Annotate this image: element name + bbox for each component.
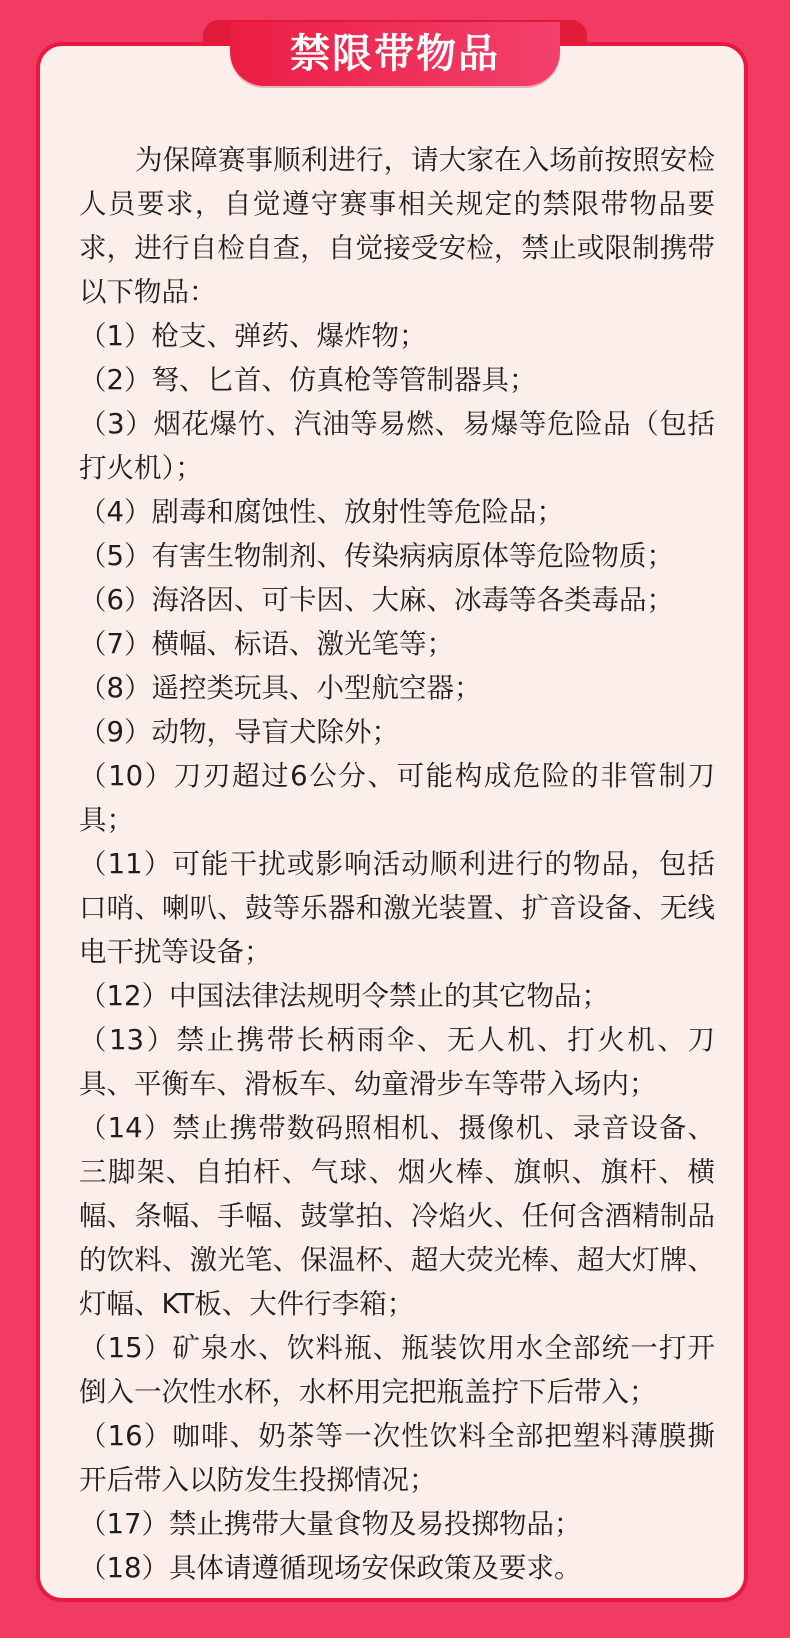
intro-paragraph: 为保障赛事顺利进行，请大家在入场前按照安检人员要求，自觉遵守赛事相关规定的禁限带物品要求，进行自检自查，自觉接受安检，禁止或限制携带以下物品：: [79, 144, 715, 308]
list-item: （5）有害生物制剂、传染病病原体等危险物质；: [79, 540, 674, 572]
list-item: （13）禁止携带长柄雨伞、无人机、打火机、刀具、平衡车、滑板车、幼童滑步车等带入场内；: [79, 1024, 715, 1100]
list-item: （10）刀刃超过6公分、可能构成危险的非管制刀具；: [79, 760, 715, 836]
list-item: （4）剧毒和腐蚀性、放射性等危险品；: [79, 496, 564, 528]
list-item: （3）烟花爆竹、汽油等易燃、易爆等危险品（包括打火机）；: [79, 408, 715, 484]
list-item: （2）弩、匕首、仿真枪等管制器具；: [79, 364, 537, 396]
title-tab: [230, 22, 560, 86]
list-item: （8）遥控类玩具、小型航空器；: [79, 672, 482, 704]
notice-content: [79, 138, 715, 1590]
list-item: （1）枪支、弹药、爆炸物；: [79, 320, 427, 352]
page-title: 禁限带物品: [290, 31, 500, 77]
list-item: （14）禁止携带数码照相机、摄像机、录音设备、三脚架、自拍杆、气球、烟火棒、旗帜、旗杆、横幅、条幅、手幅、鼓掌拍、冷焰火、任何含酒精制品的饮料、激光笔、保温杯、超大荧光棒、超大灯牌、灯幅、KT板、大件行李箱；: [79, 1112, 715, 1320]
list-item: （16）咖啡、奶茶等一次性饮料全部把塑料薄膜撕开后带入以防发生投掷情况；: [79, 1420, 715, 1496]
list-item: （18）具体请遵循现场安保政策及要求。: [79, 1552, 582, 1584]
list-item: （12）中国法律法规明令禁止的其它物品；: [79, 980, 609, 1012]
list-item: （7）横幅、标语、激光笔等；: [79, 628, 454, 660]
list-item: （17）禁止携带大量食物及易投掷物品；: [79, 1508, 582, 1540]
list-item: （15）矿泉水、饮料瓶、瓶装饮用水全部统一打开倒入一次性水杯，水杯用完把瓶盖拧下后带入；: [79, 1332, 715, 1408]
list-item: （6）海洛因、可卡因、大麻、冰毒等各类毒品；: [79, 584, 674, 616]
list-item: （9）动物，导盲犬除外；: [79, 716, 399, 748]
list-item: （11）可能干扰或影响活动顺利进行的物品，包括口哨、喇叭、鼓等乐器和激光装置、扩音设备、无线电干扰等设备；: [79, 848, 715, 968]
